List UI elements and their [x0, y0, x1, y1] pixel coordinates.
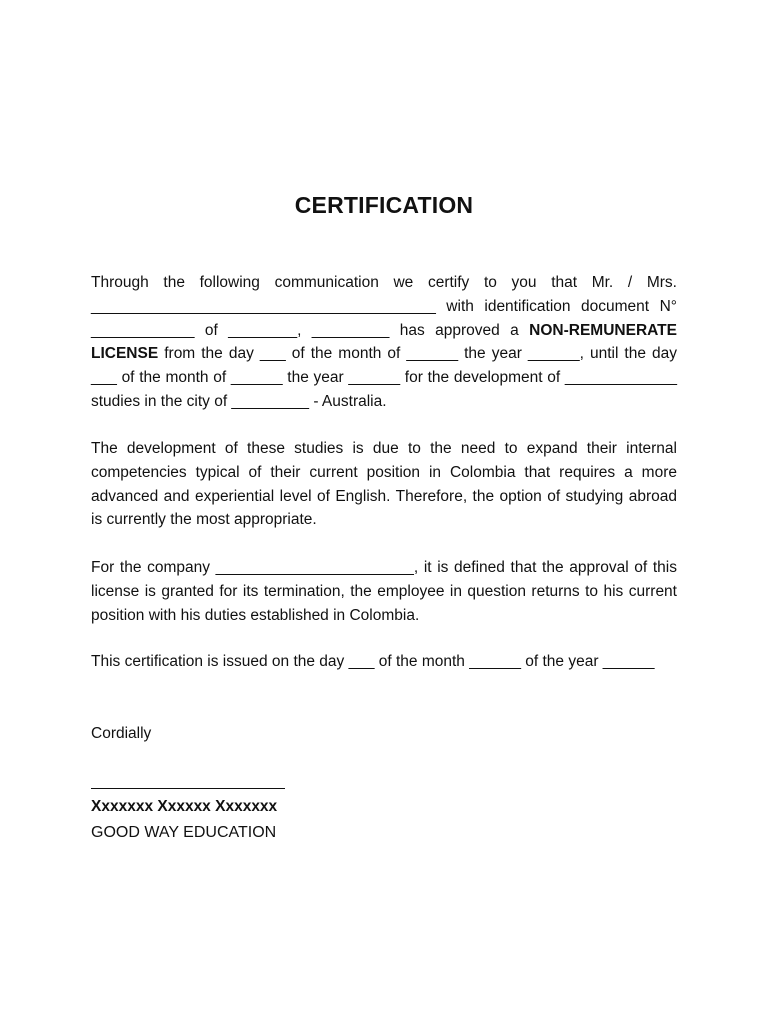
paragraph-license-details	[91, 271, 677, 414]
signatory-organization: GOOD WAY EDUCATION	[91, 824, 277, 841]
closing-text: Cordially	[91, 725, 152, 742]
paragraph-license-intro: Through the following communication we certify to you that Mr. / Mrs. ________________________________________ with identification document N° ____________ of ________, _________ has approved a	[91, 274, 677, 339]
paragraph-study-purpose: The development of these studies is due to the need to expand their internal competencies typical of their current position in Colombia that requires a more advanced and experiential level of English. Therefore, the option of studying abroad is currently the most appropriate.	[91, 440, 677, 529]
license-type-bold: NON-REMUNERATE LICENSE	[91, 321, 677, 363]
paragraph-company-terms: For the company _______________________, it is defined that the approval of this license is granted for its termination, the employee in question returns to his current position with his duties established in Colombia.	[91, 559, 677, 624]
signatory-name: Xxxxxxx Xxxxxx Xxxxxxx	[91, 798, 278, 815]
document-title: CERTIFICATION	[294, 192, 474, 218]
paragraph-license-dates: from the day ___ of the month of ______ the year ______, until the day ___ of the month of ______ the year ______ for the development of _____________ studies in the city of _________ - Australia.	[91, 345, 677, 410]
signature-line	[91, 788, 285, 789]
paragraph-issue-date: This certification is issued on the day ___ of the month ______ of the year ______	[91, 653, 655, 670]
